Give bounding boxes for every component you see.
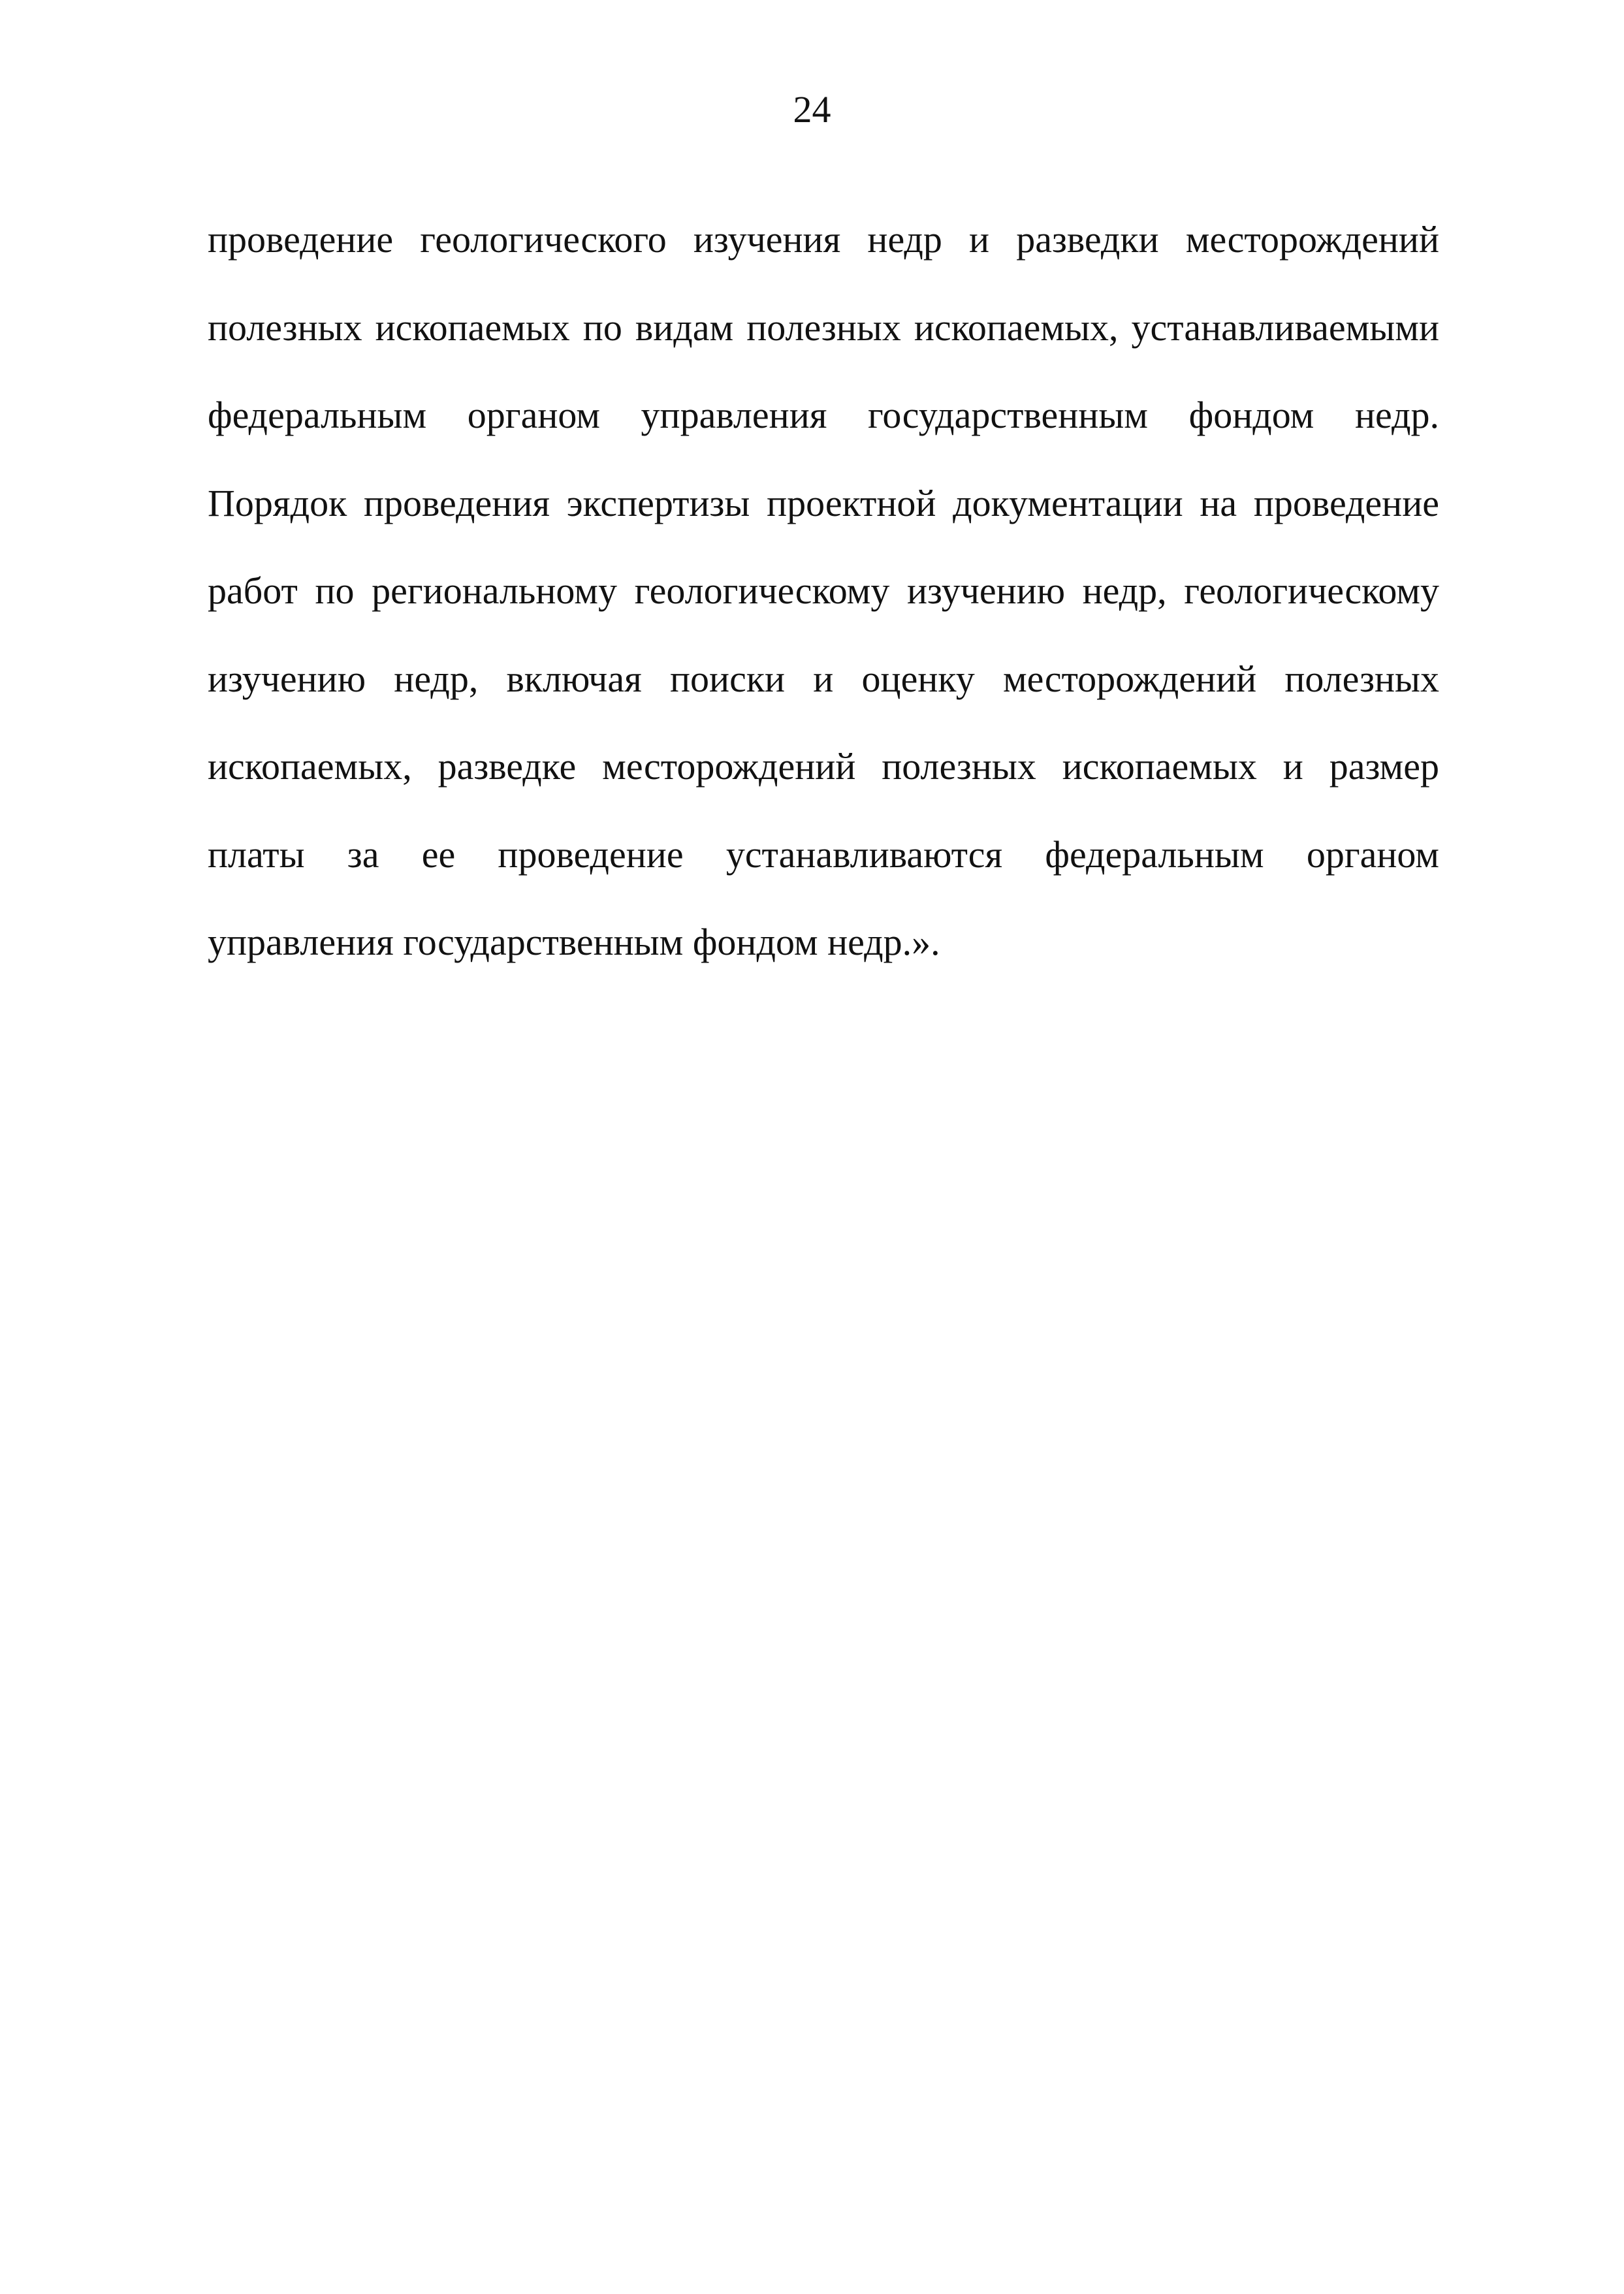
text-line: управления государственным фондом недр.». — [208, 921, 940, 963]
text-line: работ по региональному геологическому изучению недр, геологическому — [208, 569, 1439, 612]
text-line: федеральным органом управления государственным фондом недр. — [208, 394, 1439, 436]
text-line: полезных ископаемых по видам полезных ископаемых, устанавливаемыми — [208, 306, 1439, 349]
body-paragraph — [208, 196, 1439, 987]
text-line: платы за ее проведение устанавливаются федеральным органом — [208, 833, 1439, 876]
text-line: ископаемых, разведке месторождений полезных ископаемых и размер — [208, 745, 1439, 788]
text-line: изучению недр, включая поиски и оценку месторождений полезных — [208, 657, 1439, 700]
text-line: Порядок проведения экспертизы проектной документации на проведение — [208, 481, 1439, 524]
page-number: 24 — [793, 88, 831, 131]
text-line: проведение геологического изучения недр и разведки месторождений — [208, 218, 1439, 261]
